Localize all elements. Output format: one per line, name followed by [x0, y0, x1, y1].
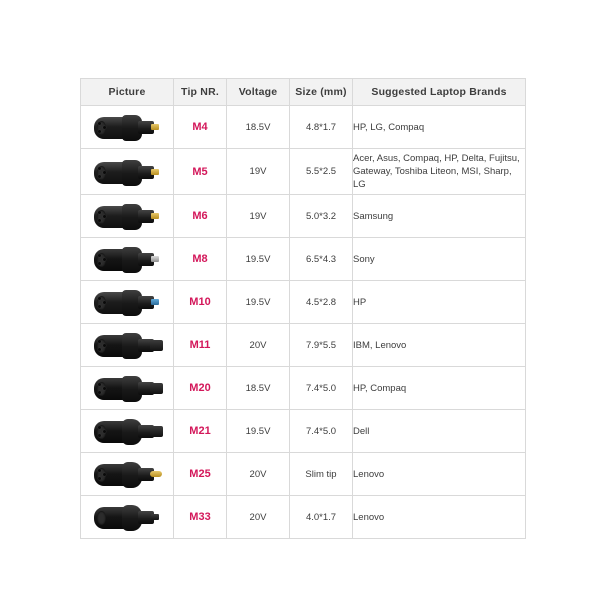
column-header-tip-nr: Tip NR. [174, 79, 227, 106]
size-value: 4.5*2.8 [290, 281, 353, 324]
connector-picture-cell [81, 496, 174, 539]
tip-number: M20 [174, 367, 227, 410]
connector-plug-icon [88, 370, 166, 406]
voltage-value: 19.5V [227, 410, 290, 453]
brands-value: Samsung [353, 195, 526, 238]
connector-plug-icon [88, 284, 166, 320]
connector-plug-icon [88, 413, 166, 449]
voltage-value: 20V [227, 324, 290, 367]
size-value: 5.5*2.5 [290, 149, 353, 195]
connector-picture-cell [81, 367, 174, 410]
brands-value: HP, Compaq [353, 367, 526, 410]
size-value: 7.9*5.5 [290, 324, 353, 367]
brands-value: Dell [353, 410, 526, 453]
tip-number: M21 [174, 410, 227, 453]
brands-value: HP [353, 281, 526, 324]
voltage-value: 19.5V [227, 281, 290, 324]
table-row [81, 367, 526, 410]
size-value: 6.5*4.3 [290, 238, 353, 281]
tip-number: M5 [174, 149, 227, 195]
brands-value: Lenovo [353, 453, 526, 496]
brands-value: HP, LG, Compaq [353, 106, 526, 149]
connector-picture-cell [81, 281, 174, 324]
brands-value: Acer, Asus, Compaq, HP, Delta, Fujitsu, Gateway, Toshiba Liteon, MSI, Sharp, LG [353, 149, 526, 195]
connector-plug-icon [88, 154, 166, 190]
table-row [81, 453, 526, 496]
size-value: 4.8*1.7 [290, 106, 353, 149]
size-value: 4.0*1.7 [290, 496, 353, 539]
connector-plug-icon [88, 198, 166, 234]
column-header-brands: Suggested Laptop Brands [353, 79, 526, 106]
table-row [81, 238, 526, 281]
connector-picture-cell [81, 238, 174, 281]
voltage-value: 18.5V [227, 106, 290, 149]
connector-plug-icon [88, 499, 166, 535]
tip-number: M10 [174, 281, 227, 324]
voltage-value: 18.5V [227, 367, 290, 410]
connector-table [80, 78, 526, 539]
voltage-value: 19V [227, 149, 290, 195]
voltage-value: 20V [227, 496, 290, 539]
connector-plug-icon [88, 241, 166, 277]
connector-table-wrapper [80, 78, 520, 539]
size-value: Slim tip [290, 453, 353, 496]
connector-plug-icon [88, 109, 166, 145]
connector-plug-icon [88, 456, 166, 492]
brands-value: Lenovo [353, 496, 526, 539]
connector-picture-cell [81, 195, 174, 238]
tip-number: M33 [174, 496, 227, 539]
column-header-voltage: Voltage [227, 79, 290, 106]
column-header-size: Size (mm) [290, 79, 353, 106]
size-value: 7.4*5.0 [290, 410, 353, 453]
size-value: 7.4*5.0 [290, 367, 353, 410]
tip-number: M6 [174, 195, 227, 238]
size-value: 5.0*3.2 [290, 195, 353, 238]
voltage-value: 19V [227, 195, 290, 238]
table-row [81, 496, 526, 539]
voltage-value: 19.5V [227, 238, 290, 281]
voltage-value: 20V [227, 453, 290, 496]
table-header-row [81, 79, 526, 106]
brands-value: Sony [353, 238, 526, 281]
brands-value: IBM, Lenovo [353, 324, 526, 367]
table-row [81, 410, 526, 453]
connector-picture-cell [81, 324, 174, 367]
table-row [81, 281, 526, 324]
table-header [81, 79, 526, 106]
connector-picture-cell [81, 149, 174, 195]
tip-number: M8 [174, 238, 227, 281]
column-header-picture: Picture [81, 79, 174, 106]
table-body [81, 106, 526, 539]
table-row [81, 195, 526, 238]
table-row [81, 324, 526, 367]
connector-picture-cell [81, 410, 174, 453]
tip-number: M11 [174, 324, 227, 367]
connector-plug-icon [88, 327, 166, 363]
connector-picture-cell [81, 106, 174, 149]
connector-picture-cell [81, 453, 174, 496]
tip-number: M25 [174, 453, 227, 496]
tip-number: M4 [174, 106, 227, 149]
table-row [81, 106, 526, 149]
table-row [81, 149, 526, 195]
